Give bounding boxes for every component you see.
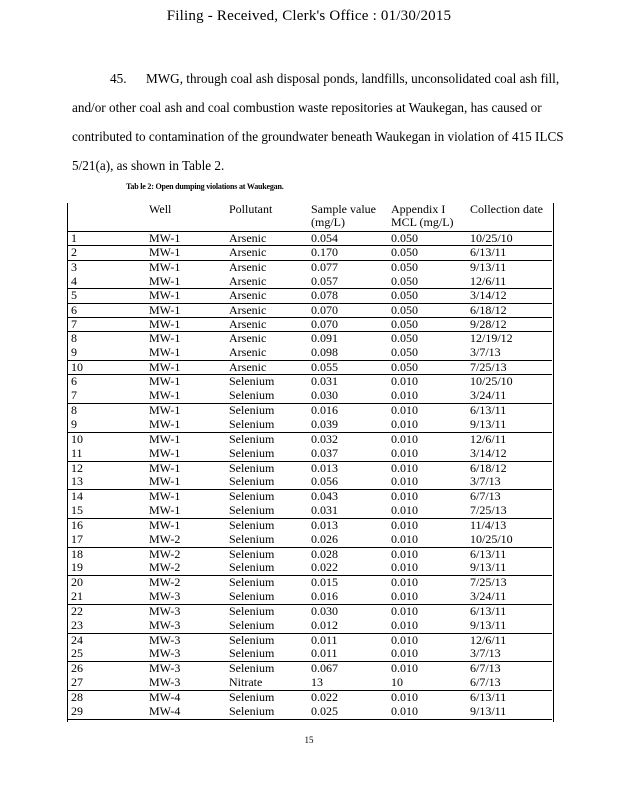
table-row	[67, 404, 552, 418]
sample-value-cell: 0.013	[311, 461, 338, 475]
collection-date-cell: 6/13/11	[470, 690, 507, 704]
collection-date-cell: 6/7/13	[470, 489, 501, 504]
row-index: 22	[71, 604, 83, 618]
table-row	[67, 691, 552, 705]
mcl-cell: 0.010	[391, 575, 418, 590]
row-index: 25	[71, 647, 83, 661]
row-index: 16	[71, 518, 83, 532]
mcl-cell: 0.050	[391, 288, 418, 303]
sample-value-cell: 0.056	[311, 475, 338, 489]
well-cell: MW-3	[149, 676, 181, 690]
table-row	[67, 318, 552, 332]
well-cell: MW-1	[149, 346, 181, 360]
mcl-cell: 0.010	[391, 618, 418, 632]
pollutant-cell: Selenium	[229, 604, 275, 618]
filing-header: Filing - Received, Clerk's Office : 01/30/2015	[166, 8, 452, 24]
well-cell: MW-2	[149, 532, 181, 546]
mcl-cell: 0.010	[391, 403, 418, 418]
sample-value-cell: 0.025	[311, 704, 338, 718]
row-index: 23	[71, 618, 83, 632]
table-row	[67, 303, 552, 317]
pollutant-cell: Selenium	[229, 461, 275, 475]
table-row	[67, 547, 552, 561]
row-index: 27	[71, 676, 83, 690]
pollutant-cell: Selenium	[229, 417, 275, 431]
table-row	[67, 246, 552, 260]
sample-value-cell: 0.067	[311, 661, 338, 676]
pollutant-cell: Selenium	[229, 403, 275, 418]
well-cell: MW-1	[149, 274, 181, 288]
collection-date-cell: 3/7/13	[470, 647, 501, 661]
sample-value-cell: 0.015	[311, 575, 338, 590]
collection-date-cell: 10/25/10	[470, 374, 513, 389]
table-row	[67, 346, 552, 360]
row-index: 5	[71, 288, 77, 303]
well-cell: MW-1	[149, 245, 181, 260]
mcl-cell: 0.010	[391, 504, 418, 518]
pollutant-cell: Arsenic	[229, 274, 267, 288]
paragraph-line-4: 5/21(a), as shown in Table 2.	[72, 158, 225, 173]
sample-value-cell: 0.016	[311, 403, 338, 418]
table-row	[67, 647, 552, 661]
table-row	[67, 561, 552, 575]
paragraph-line-1: MWG, through coal ash disposal ponds, landfills, unconsolidated coal ash fill,	[146, 71, 560, 86]
table-row	[67, 590, 552, 604]
mcl-cell: 0.010	[391, 561, 418, 575]
violations-table	[67, 203, 552, 720]
table-row	[67, 705, 552, 719]
row-index: 19	[71, 561, 83, 575]
mcl-cell: 0.010	[391, 446, 418, 460]
mcl-cell: 0.010	[391, 417, 418, 431]
well-cell: MW-1	[149, 374, 181, 389]
page-number: 15	[304, 735, 314, 745]
well-cell: MW-1	[149, 504, 181, 518]
sample-value-cell: 0.013	[311, 518, 338, 532]
sample-value-cell: 0.030	[311, 389, 338, 403]
pollutant-cell: Arsenic	[229, 317, 267, 332]
collection-date-cell: 6/18/12	[470, 461, 507, 475]
table-row	[67, 490, 552, 504]
sample-value-cell: 0.011	[311, 647, 338, 661]
well-cell: MW-1	[149, 403, 181, 418]
pollutant-cell: Arsenic	[229, 346, 267, 360]
row-index: 2	[71, 245, 77, 260]
well-cell: MW-4	[149, 690, 181, 704]
header-sample-value: Sample value (mg/L)	[307, 203, 387, 232]
paragraph-line-3: contributed to contamination of the groundwater beneath Waukegan in violation of 415 ILCS	[72, 129, 564, 144]
table-row	[67, 232, 552, 246]
pollutant-cell: Selenium	[229, 661, 275, 676]
sample-value-cell: 0.037	[311, 446, 338, 460]
row-index: 18	[71, 547, 83, 561]
collection-date-cell: 9/13/11	[470, 561, 507, 575]
well-cell: MW-1	[149, 489, 181, 504]
mcl-cell: 0.050	[391, 260, 418, 274]
collection-date-cell: 9/13/11	[470, 417, 507, 431]
header-well: Well	[145, 203, 225, 232]
table-row	[67, 375, 552, 389]
collection-date-cell: 12/6/11	[470, 274, 507, 288]
well-cell: MW-1	[149, 288, 181, 303]
table-row	[67, 289, 552, 303]
mcl-cell: 0.050	[391, 274, 418, 288]
pollutant-cell: Selenium	[229, 590, 275, 604]
collection-date-cell: 9/13/11	[470, 618, 507, 632]
pollutant-cell: Selenium	[229, 575, 275, 590]
mcl-cell: 0.050	[391, 303, 418, 317]
well-cell: MW-1	[149, 231, 181, 245]
sample-value-cell: 0.039	[311, 417, 338, 431]
mcl-cell: 0.050	[391, 245, 418, 260]
mcl-cell: 0.010	[391, 461, 418, 475]
pollutant-cell: Arsenic	[229, 245, 267, 260]
table-row	[67, 432, 552, 446]
table-row	[67, 475, 552, 489]
table-row	[67, 604, 552, 618]
pollutant-cell: Selenium	[229, 633, 275, 647]
mcl-cell: 0.010	[391, 704, 418, 718]
mcl-cell: 0.050	[391, 317, 418, 332]
sample-value-cell: 0.170	[311, 245, 338, 260]
table-row	[67, 676, 552, 690]
mcl-cell: 0.010	[391, 432, 418, 446]
row-index: 29	[71, 704, 83, 718]
paragraph-45	[72, 64, 572, 180]
table-row	[67, 447, 552, 461]
pollutant-cell: Arsenic	[229, 303, 267, 317]
well-cell: MW-1	[149, 518, 181, 532]
sample-value-cell: 0.031	[311, 504, 338, 518]
row-index: 8	[71, 403, 77, 418]
pollutant-cell: Arsenic	[229, 331, 267, 346]
header-collection-date: Collection date	[466, 203, 552, 232]
collection-date-cell: 3/7/13	[470, 346, 501, 360]
pollutant-cell: Arsenic	[229, 360, 267, 375]
well-cell: MW-3	[149, 618, 181, 632]
mcl-cell: 0.010	[391, 547, 418, 561]
collection-date-cell: 6/7/13	[470, 676, 501, 690]
pollutant-cell: Selenium	[229, 704, 275, 718]
well-cell: MW-1	[149, 317, 181, 332]
table-row	[67, 461, 552, 475]
well-cell: MW-1	[149, 360, 181, 375]
well-cell: MW-1	[149, 303, 181, 317]
sample-value-cell: 0.022	[311, 561, 338, 575]
collection-date-cell: 6/13/11	[470, 547, 507, 561]
row-index: 9	[71, 417, 77, 431]
sample-value-cell: 0.070	[311, 317, 338, 332]
pollutant-cell: Arsenic	[229, 260, 267, 274]
mcl-cell: 0.010	[391, 475, 418, 489]
mcl-cell: 0.010	[391, 647, 418, 661]
mcl-cell: 10	[391, 676, 403, 690]
well-cell: MW-2	[149, 561, 181, 575]
paragraph-number: 45.	[110, 71, 127, 86]
row-index: 13	[71, 475, 83, 489]
well-cell: MW-1	[149, 389, 181, 403]
collection-date-cell: 12/6/11	[470, 432, 507, 446]
pollutant-cell: Selenium	[229, 389, 275, 403]
collection-date-cell: 7/25/13	[470, 575, 507, 590]
table-caption: Tab le 2: Open dumping violations at Waukegan.	[126, 182, 284, 191]
collection-date-cell: 7/25/13	[470, 360, 507, 375]
collection-date-cell: 6/13/11	[470, 604, 507, 618]
table-body	[67, 232, 552, 720]
mcl-cell: 0.010	[391, 374, 418, 389]
well-cell: MW-2	[149, 547, 181, 561]
sample-value-cell: 0.055	[311, 360, 338, 375]
collection-date-cell: 10/25/10	[470, 231, 513, 245]
header-pollutant: Pollutant	[225, 203, 307, 232]
well-cell: MW-3	[149, 633, 181, 647]
table-row	[67, 518, 552, 532]
row-index: 17	[71, 532, 83, 546]
row-index: 21	[71, 590, 83, 604]
sample-value-cell: 0.028	[311, 547, 338, 561]
table-row	[67, 361, 552, 375]
sample-value-cell: 0.098	[311, 346, 338, 360]
sample-value-cell: 0.026	[311, 532, 338, 546]
mcl-cell: 0.010	[391, 518, 418, 532]
row-index: 3	[71, 260, 77, 274]
well-cell: MW-1	[149, 417, 181, 431]
mcl-cell: 0.050	[391, 231, 418, 245]
collection-date-cell: 6/13/11	[470, 403, 507, 418]
pollutant-cell: Selenium	[229, 690, 275, 704]
table-row	[67, 389, 552, 403]
row-index: 6	[71, 303, 77, 317]
collection-date-cell: 10/25/10	[470, 532, 513, 546]
collection-date-cell: 9/28/12	[470, 317, 507, 332]
mcl-cell: 0.050	[391, 360, 418, 375]
mcl-cell: 0.010	[391, 604, 418, 618]
row-index: 20	[71, 575, 83, 590]
row-index: 14	[71, 489, 83, 504]
well-cell: MW-1	[149, 432, 181, 446]
well-cell: MW-4	[149, 704, 181, 718]
well-cell: MW-1	[149, 331, 181, 346]
sample-value-cell: 0.091	[311, 331, 338, 346]
table-row	[67, 260, 552, 274]
row-index: 4	[71, 274, 77, 288]
mcl-cell: 0.050	[391, 346, 418, 360]
mcl-cell: 0.010	[391, 690, 418, 704]
table-row	[67, 275, 552, 289]
pollutant-cell: Selenium	[229, 489, 275, 504]
pollutant-cell: Nitrate	[229, 676, 263, 690]
collection-date-cell: 3/14/12	[470, 288, 507, 303]
row-index: 15	[71, 504, 83, 518]
pollutant-cell: Arsenic	[229, 288, 267, 303]
sample-value-cell: 0.012	[311, 618, 338, 632]
row-index: 9	[71, 346, 77, 360]
collection-date-cell: 6/7/13	[470, 661, 501, 676]
mcl-cell: 0.010	[391, 532, 418, 546]
sample-value-cell: 0.043	[311, 489, 338, 504]
table-row	[67, 533, 552, 547]
table-row	[67, 576, 552, 590]
collection-date-cell: 3/24/11	[470, 590, 507, 604]
row-index: 11	[71, 446, 83, 460]
pollutant-cell: Selenium	[229, 561, 275, 575]
mcl-cell: 0.010	[391, 489, 418, 504]
header-mcl: Appendix I MCL (mg/L)	[387, 203, 466, 232]
row-index: 24	[71, 633, 83, 647]
row-index: 26	[71, 661, 83, 676]
table-row	[67, 332, 552, 346]
mcl-cell: 0.010	[391, 590, 418, 604]
mcl-cell: 0.010	[391, 633, 418, 647]
pollutant-cell: Selenium	[229, 547, 275, 561]
row-index: 12	[71, 461, 83, 475]
sample-value-cell: 0.022	[311, 690, 338, 704]
collection-date-cell: 6/13/11	[470, 245, 507, 260]
pollutant-cell: Selenium	[229, 504, 275, 518]
well-cell: MW-3	[149, 590, 181, 604]
sample-value-cell: 0.070	[311, 303, 338, 317]
mcl-cell: 0.050	[391, 331, 418, 346]
row-index: 10	[71, 432, 83, 446]
pollutant-cell: Selenium	[229, 518, 275, 532]
mcl-cell: 0.010	[391, 661, 418, 676]
pollutant-cell: Selenium	[229, 532, 275, 546]
sample-value-cell: 0.057	[311, 274, 338, 288]
pollutant-cell: Selenium	[229, 475, 275, 489]
collection-date-cell: 9/13/11	[470, 260, 507, 274]
sample-value-cell: 0.078	[311, 288, 338, 303]
row-index: 6	[71, 374, 77, 389]
pollutant-cell: Selenium	[229, 618, 275, 632]
table-row	[67, 418, 552, 432]
sample-value-cell: 0.032	[311, 432, 338, 446]
row-index: 1	[71, 231, 77, 245]
sample-value-cell: 0.030	[311, 604, 338, 618]
collection-date-cell: 6/18/12	[470, 303, 507, 317]
header-index	[67, 203, 145, 232]
table-row	[67, 504, 552, 518]
row-index: 28	[71, 690, 83, 704]
collection-date-cell: 3/24/11	[470, 389, 507, 403]
sample-value-cell: 13	[311, 676, 323, 690]
collection-date-cell: 11/4/13	[470, 518, 507, 532]
sample-value-cell: 0.011	[311, 633, 338, 647]
table-row	[67, 619, 552, 633]
well-cell: MW-3	[149, 647, 181, 661]
collection-date-cell: 3/14/12	[470, 446, 507, 460]
row-index: 7	[71, 317, 77, 332]
sample-value-cell: 0.077	[311, 260, 338, 274]
well-cell: MW-1	[149, 475, 181, 489]
well-cell: MW-3	[149, 661, 181, 676]
well-cell: MW-1	[149, 461, 181, 475]
row-index: 7	[71, 389, 77, 403]
collection-date-cell: 12/6/11	[470, 633, 507, 647]
pollutant-cell: Selenium	[229, 374, 275, 389]
pollutant-cell: Selenium	[229, 446, 275, 460]
row-index: 10	[71, 360, 83, 375]
well-cell: MW-1	[149, 260, 181, 274]
mcl-cell: 0.010	[391, 389, 418, 403]
paragraph-line-2: and/or other coal ash and coal combustion waste repositories at Waukegan, has caused or	[72, 100, 542, 115]
well-cell: MW-1	[149, 446, 181, 460]
well-cell: MW-2	[149, 575, 181, 590]
well-cell: MW-3	[149, 604, 181, 618]
collection-date-cell: 3/7/13	[470, 475, 501, 489]
pollutant-cell: Selenium	[229, 647, 275, 661]
row-index: 8	[71, 331, 77, 346]
collection-date-cell: 9/13/11	[470, 704, 507, 718]
sample-value-cell: 0.031	[311, 374, 338, 389]
sample-value-cell: 0.054	[311, 231, 338, 245]
table-row	[67, 662, 552, 676]
table-row	[67, 633, 552, 647]
pollutant-cell: Selenium	[229, 432, 275, 446]
sample-value-cell: 0.016	[311, 590, 338, 604]
table-header-row	[67, 203, 552, 232]
collection-date-cell: 7/25/13	[470, 504, 507, 518]
collection-date-cell: 12/19/12	[470, 331, 513, 346]
pollutant-cell: Arsenic	[229, 231, 267, 245]
